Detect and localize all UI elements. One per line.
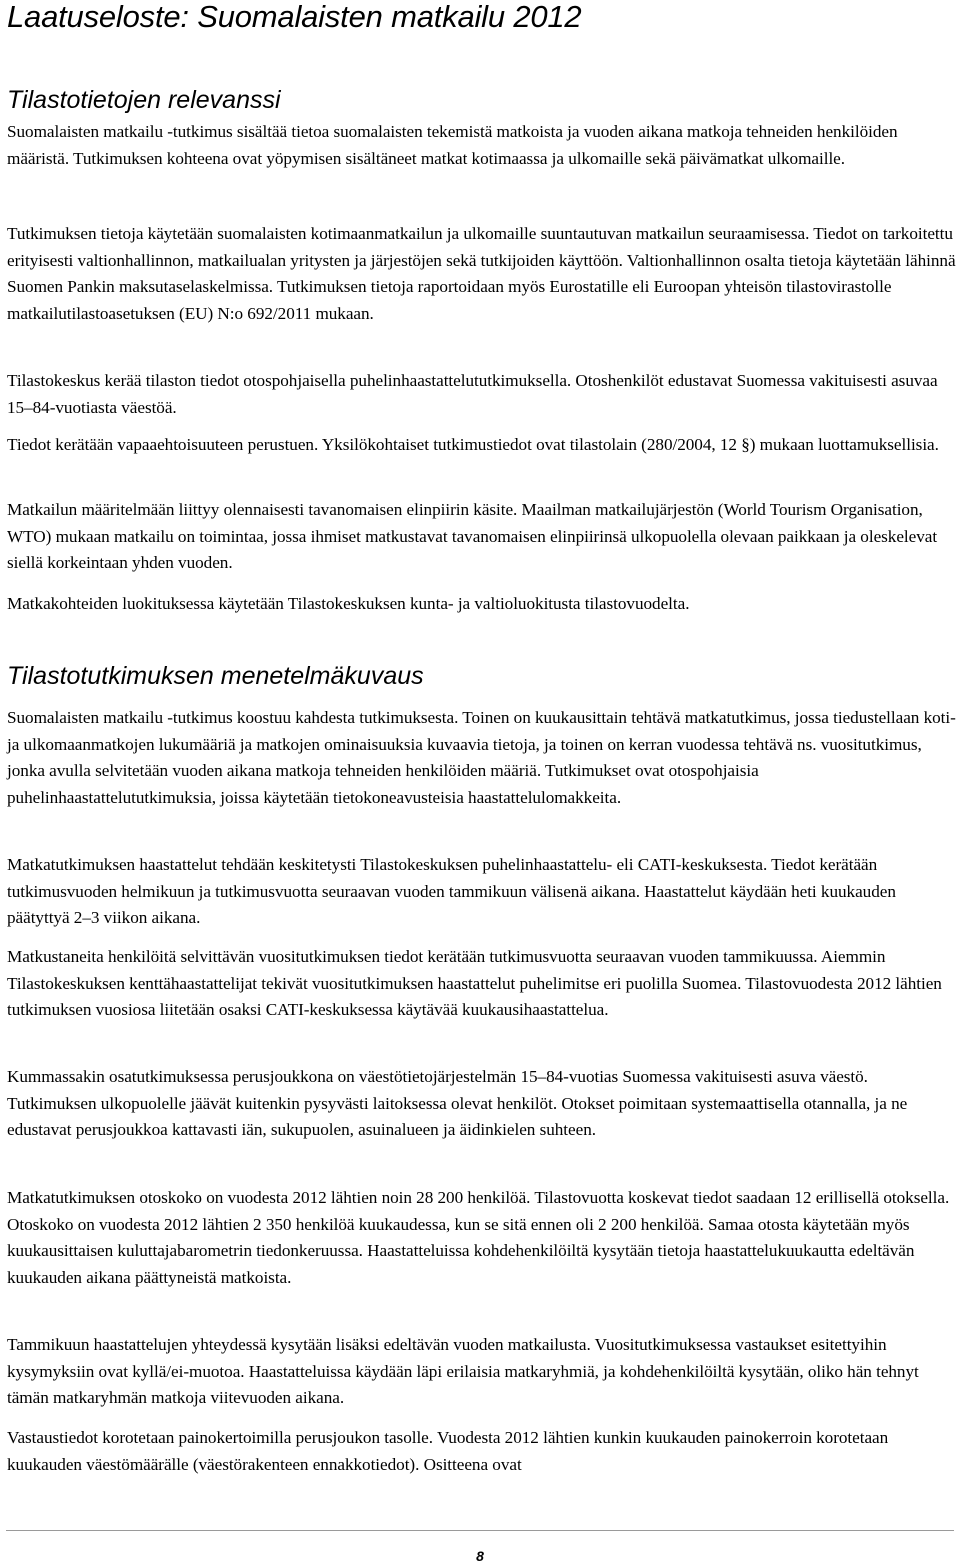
paragraph: Kummassakin osatutkimuksessa perusjoukkona on väestötietojärjestelmän 15–84-vuotias Suomessa vakituisesti asuva väestö. Tutkimuksen ulkopuolelle jäävät kuitenkin pysyvästi laitoksessa olevat henkilöt. Otokset poimitaan systemaattisella otannalla, ja ne edustavat perusjoukkoa kattavasti iän, sukupuolen, asuinalueen ja äidinkielen suhteen. xyxy=(7,1067,908,1139)
paragraph: Tiedot kerätään vapaaehtoisuuteen perustuen. Yksilökohtaiset tutkimustiedot ovat tilastolain (280/2004, 12 §) mukaan luottamuksellisia. xyxy=(7,435,939,454)
paragraph: Suomalaisten matkailu -tutkimus sisältää tietoa suomalaisten tekemistä matkoista ja vuoden aikana matkoja tehneiden henkilöiden määristä. Tutkimuksen kohteena ovat yöpymisen sisältäneet matkat kotimaassa ja ulkomaille sekä päivämatkat ulkomaille. xyxy=(7,122,898,168)
section-heading-methodology: Tilastotutkimuksen menetelmäkuvaus xyxy=(7,662,424,690)
paragraph: Tutkimuksen tietoja käytetään suomalaisten kotimaanmatkailun ja ulkomaille suuntautuvan matkailun seuraamisessa. Tiedot on tarkoitettu erityisesti valtionhallinnon, matkailualan yritysten ja järjestöjen sekä tutkijoiden käyttöön. Valtionhallinnon osalta tietoja käytetään lähinnä Suomen Pankin maksutaselaskelmissa. Tutkimuksen tietoja raportoidaan myös Eurostatille eli Euroopan yhteisön tilastovirastolle matkailutilastoasetuksen (EU) N:o 692/2011 mukaan. xyxy=(7,224,956,323)
page-title: Laatuseloste: Suomalaisten matkailu 2012 xyxy=(7,0,582,34)
paragraph: Matkailun määritelmään liittyy olennaisesti tavanomaisen elinpiirin käsite. Maailman matkailujärjestön (World Tourism Organisation, WTO) mukaan matkailu on toimintaa, jossa ihmiset matkustavat tavanomaisen elinpiirinsä ulkopuolella olevaan paikkaan ja oleskelevat siellä korkeintaan yhden vuoden. xyxy=(7,500,938,572)
paragraph: Matkatutkimuksen otoskoko on vuodesta 2012 lähtien noin 28 200 henkilöä. Tilastovuotta koskevat tiedot saadaan 12 erillisellä otoksella. Otoskoko on vuodesta 2012 lähtien 2 350 henkilöä kuukaudessa, kun se sitä ennen oli 2 200 henkilöä. Samaa otosta käytetään myös kuukausittaisen kuluttajabarometrin tiedonkeruussa. Haastatteluissa kohdehenkilöiltä kysytään tietoja haastattelukuukautta edeltävän kuukauden aikana päättyneistä matkoista. xyxy=(7,1188,950,1287)
section-heading-relevance: Tilastotietojen relevanssi xyxy=(7,86,281,114)
paragraph: Tilastokeskus kerää tilaston tiedot otospohjaisella puhelinhaastattelututkimuksella. Otoshenkilöt edustavat Suomessa vakituisesti asuvaa 15–84-vuotiasta väestöä. xyxy=(7,371,938,417)
paragraph: Matkustaneita henkilöitä selvittävän vuositutkimuksen tiedot kerätään tutkimusvuotta seuraavan vuoden tammikuussa. Aiemmin Tilastokeskuksen kenttähaastattelijat tekivät vuositutkimuksen haastattelut puhelimitse eri puolilla Suomea. Tilastovuodesta 2012 lähtien tutkimuksen vuosiosa liitetään osaksi CATI-keskuksessa käytävää kuukausihaastattelua. xyxy=(7,947,942,1019)
paragraph: Tammikuun haastattelujen yhteydessä kysytään lisäksi edeltävän vuoden matkailusta. Vuositutkimuksessa vastaukset esitettyihin kysymyksiin ovat kyllä/ei-muotoa. Haastatteluissa käydään läpi erilaisia matkaryhmiä, ja kohdehenkilöiltä kysytään, oliko hän tehnyt tämän matkaryhmän matkoja viitevuoden aikana. xyxy=(7,1335,919,1407)
paragraph: Matkatutkimuksen haastattelut tehdään keskitetysti Tilastokeskuksen puhelinhaastattelu- eli CATI-keskuksesta. Tiedot kerätään tutkimusvuoden helmikuun ja tutkimusvuotta seuraavan vuoden tammikuun välisenä aikana. Haastattelut käydään heti kuukauden päätyttyä 2–3 viikon aikana. xyxy=(7,855,896,927)
footer-divider xyxy=(6,1530,954,1531)
paragraph: Vastaustiedot korotetaan painokertoimilla perusjoukon tasolle. Vuodesta 2012 lähtien kunkin kuukauden painokerroin korotetaan kuukauden väestömäärälle (väestörakenteen ennakkotiedot). Ositteena ovat xyxy=(7,1428,889,1474)
page-number: 8 xyxy=(476,1548,484,1564)
paragraph: Matkakohteiden luokituksessa käytetään Tilastokeskuksen kunta- ja valtioluokitusta tilastovuodelta. xyxy=(7,594,690,613)
paragraph: Suomalaisten matkailu -tutkimus koostuu kahdesta tutkimuksesta. Toinen on kuukausittain tehtävä matkatutkimus, jossa tiedustellaan koti- ja ulkomaanmatkojen lukumääriä ja matkojen ominaisuuksia kuvaavia tietoja, ja toinen on kerran vuodessa tehtävä ns. vuositutkimus, jonka avulla selvitetään vuoden aikana matkoja tehneiden henkilöiden määriä. Tutkimukset ovat otospohjaisia puhelinhaastattelututkimuksia, joissa käytetään tietokoneavusteisia haastattelulomakkeita. xyxy=(7,708,956,807)
